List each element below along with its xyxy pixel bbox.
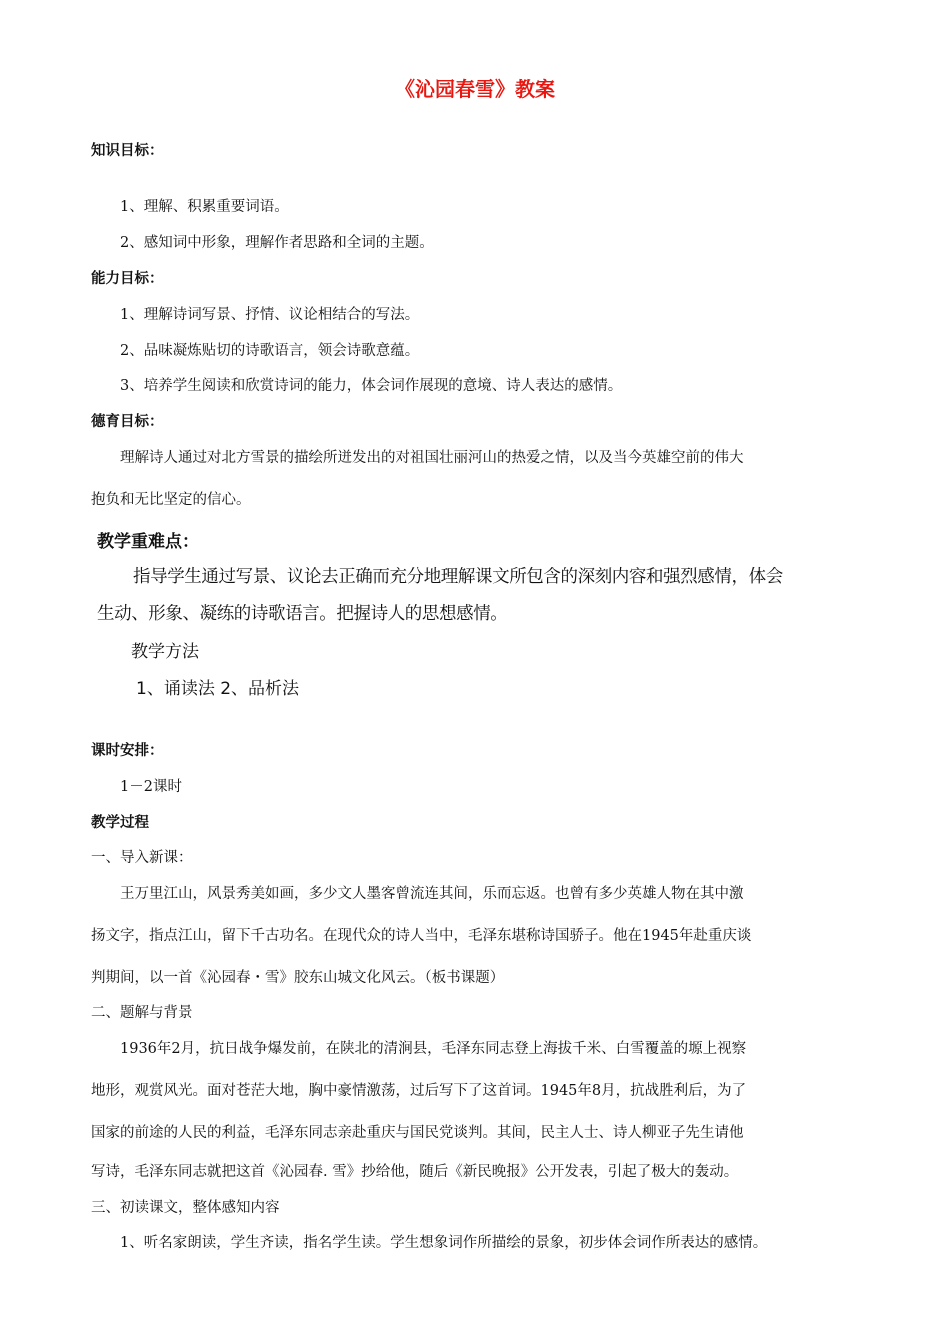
section-paragraph-line: 地形，观赏风光。面对苍茫大地，胸中豪情激荡，过后写下了这首词。1945年8月，抗战胜利后，为了	[91, 1083, 747, 1099]
key-points-line: 指导学生通过写景、议论去正确而充分地理解课文所包含的深刻内容和强烈感情，体会	[133, 567, 783, 587]
schedule-line: 1－2课时	[120, 779, 182, 795]
document-title: 《沁园春雪》教案	[395, 77, 555, 101]
knowledge-goals-heading: 知识目标：	[91, 143, 164, 159]
key-points-line: 生动、形象、凝练的诗歌语言。把握诗人的思想感情。	[97, 604, 508, 624]
process-heading: 教学过程	[91, 815, 149, 831]
teaching-method-list: 1、诵读法 2、品析法	[136, 679, 300, 699]
ability-goals-heading: 能力目标：	[91, 271, 164, 287]
section-paragraph-line: 判期间，以一首《沁园春・雪》胶东山城文化风云。（板书课题）	[91, 970, 505, 986]
section-paragraph-line: 1936年2月，抗日战争爆发前，在陕北的清涧县，毛泽东同志登上海拔千米、白雪覆盖的塬上视察	[120, 1041, 747, 1057]
teaching-method-heading: 教学方法	[131, 642, 199, 662]
knowledge-goal-item: 2、感知词中形象，理解作者思路和全词的主题。	[120, 235, 434, 251]
ability-goal-item: 1、理解诗词写景、抒情、议论相结合的写法。	[120, 307, 420, 323]
key-points-heading: 教学重难点：	[97, 532, 199, 552]
section-heading: 二、题解与背景	[91, 1005, 193, 1021]
section-heading: 三、初读课文，整体感知内容	[91, 1200, 280, 1216]
section-paragraph-line: 王万里江山，风景秀美如画，多少文人墨客曾流连其间，乐而忘返。也曾有多少英雄人物在其中激	[120, 886, 744, 902]
section-paragraph-line: 国家的前途的人民的利益，毛泽东同志亲赴重庆与国民党谈判。其间，民主人士、诗人柳亚子先生请他	[91, 1125, 744, 1141]
section-paragraph-line: 写诗，毛泽东同志就把这首《沁园春. 雪》抄给他，随后《新民晚报》公开发表，引起了极大的轰动。	[91, 1164, 739, 1180]
ability-goal-item: 2、品味凝炼贴切的诗歌语言，领会诗歌意蕴。	[120, 343, 420, 359]
moral-goal-line: 抱负和无比坚定的信心。	[91, 492, 251, 508]
moral-goal-line: 理解诗人通过对北方雪景的描绘所迸发出的对祖国壮丽河山的热爱之情，以及当今英雄空前的伟大	[120, 450, 744, 466]
schedule-heading: 课时安排：	[91, 743, 164, 759]
section-heading: 一、导入新课：	[91, 850, 193, 866]
moral-goals-heading: 德育目标：	[91, 414, 164, 430]
section-paragraph-line: 1、听名家朗读，学生齐读，指名学生读。学生想象词作所描绘的景象，初步体会词作所表达的感情。	[120, 1235, 768, 1251]
knowledge-goal-item: 1、理解、积累重要词语。	[120, 199, 289, 215]
ability-goal-item: 3、培养学生阅读和欣赏诗词的能力，体会词作展现的意境、诗人表达的感情。	[120, 378, 623, 394]
section-paragraph-line: 扬文字，指点江山，留下千古功名。在现代众的诗人当中，毛泽东堪称诗国骄子。他在1945年赴重庆谈	[91, 928, 752, 944]
